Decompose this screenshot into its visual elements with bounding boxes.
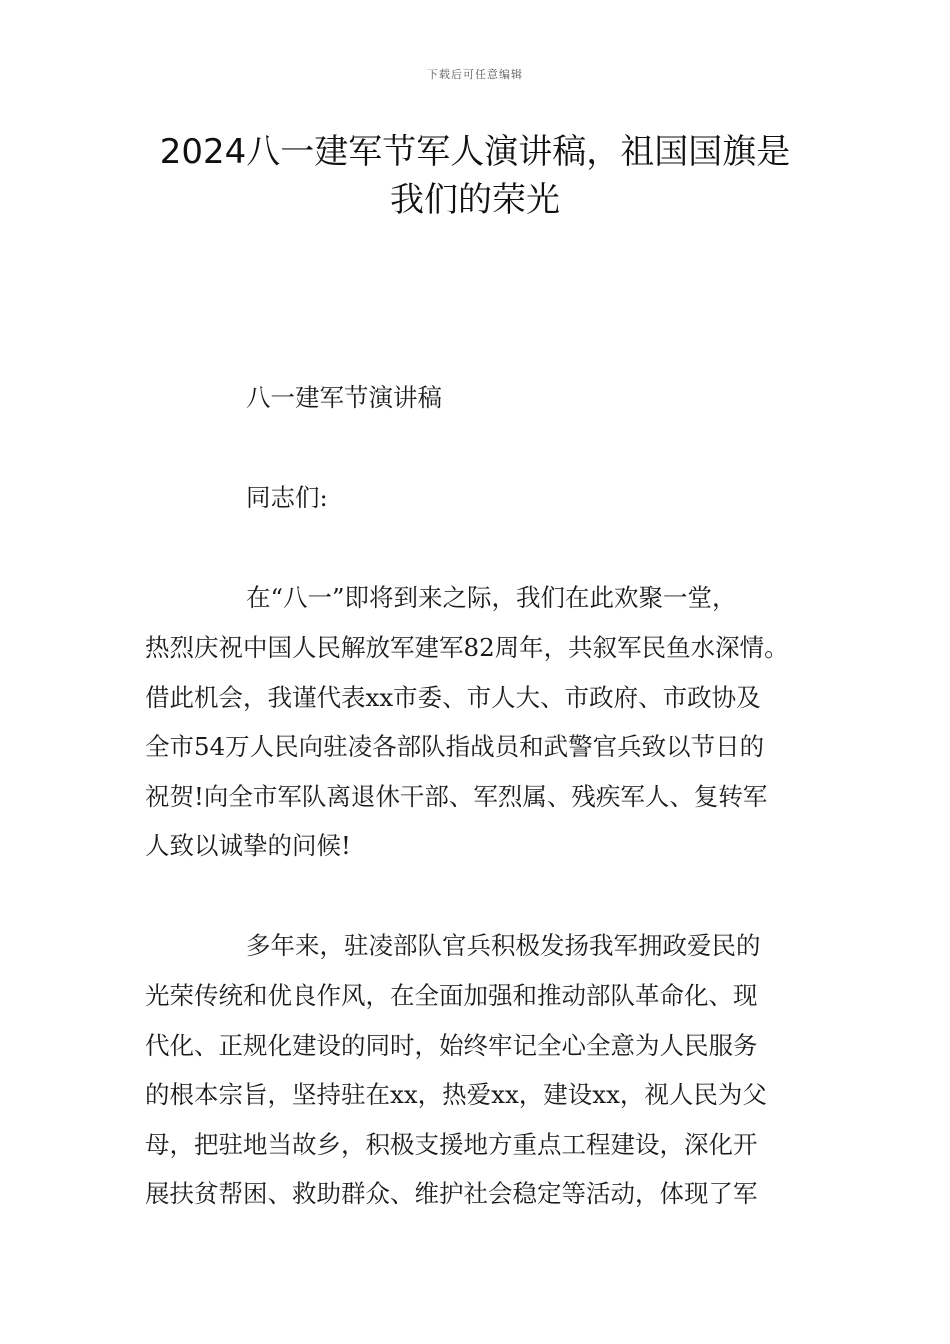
paragraph-line: 的根本宗旨，坚持驻在xx，热爱xx，建设xx，视人民为父 bbox=[145, 1080, 767, 1109]
paragraph-line: 借此机会，我谨代表xx市委、市人大、市政府、市政协及 bbox=[145, 683, 761, 712]
document-title bbox=[100, 128, 850, 224]
paragraph-line: 全市54万人民向驻凌各部队指战员和武警官兵致以节日的 bbox=[145, 732, 765, 761]
paragraph-line: 祝贺!向全市军队离退休干部、军烈属、残疾军人、复转军 bbox=[145, 782, 768, 811]
subtitle: 八一建军节演讲稿 bbox=[246, 383, 442, 412]
paragraph-line: 在“八一”即将到来之际，我们在此欢聚一堂， bbox=[246, 583, 737, 612]
paragraph-line: 代化、正规化建设的同时，始终牢记全心全意为人民服务 bbox=[145, 1031, 758, 1060]
paragraph-line: 光荣传统和优良作风，在全面加强和推动部队革命化、现 bbox=[145, 981, 758, 1010]
header-note: 下载后可任意编辑 bbox=[427, 68, 523, 81]
paragraph-line: 热烈庆祝中国人民解放军建军82周年，共叙军民鱼水深情。 bbox=[145, 633, 789, 662]
paragraph-line: 母，把驻地当故乡，积极支援地方重点工程建设，深化开 bbox=[145, 1130, 758, 1159]
salutation: 同志们: bbox=[246, 483, 328, 512]
title-line-1: 2024八一建军节军人演讲稿，祖国国旗是 bbox=[159, 132, 791, 172]
title-line-2: 我们的荣光 bbox=[390, 180, 560, 220]
paragraph-line: 多年来，驻凌部队官兵积极发扬我军拥政爱民的 bbox=[246, 931, 761, 960]
paragraph-line: 展扶贫帮困、救助群众、维护社会稳定等活动，体现了军 bbox=[145, 1179, 758, 1208]
paragraph-line: 人致以诚挚的问候! bbox=[145, 831, 351, 860]
